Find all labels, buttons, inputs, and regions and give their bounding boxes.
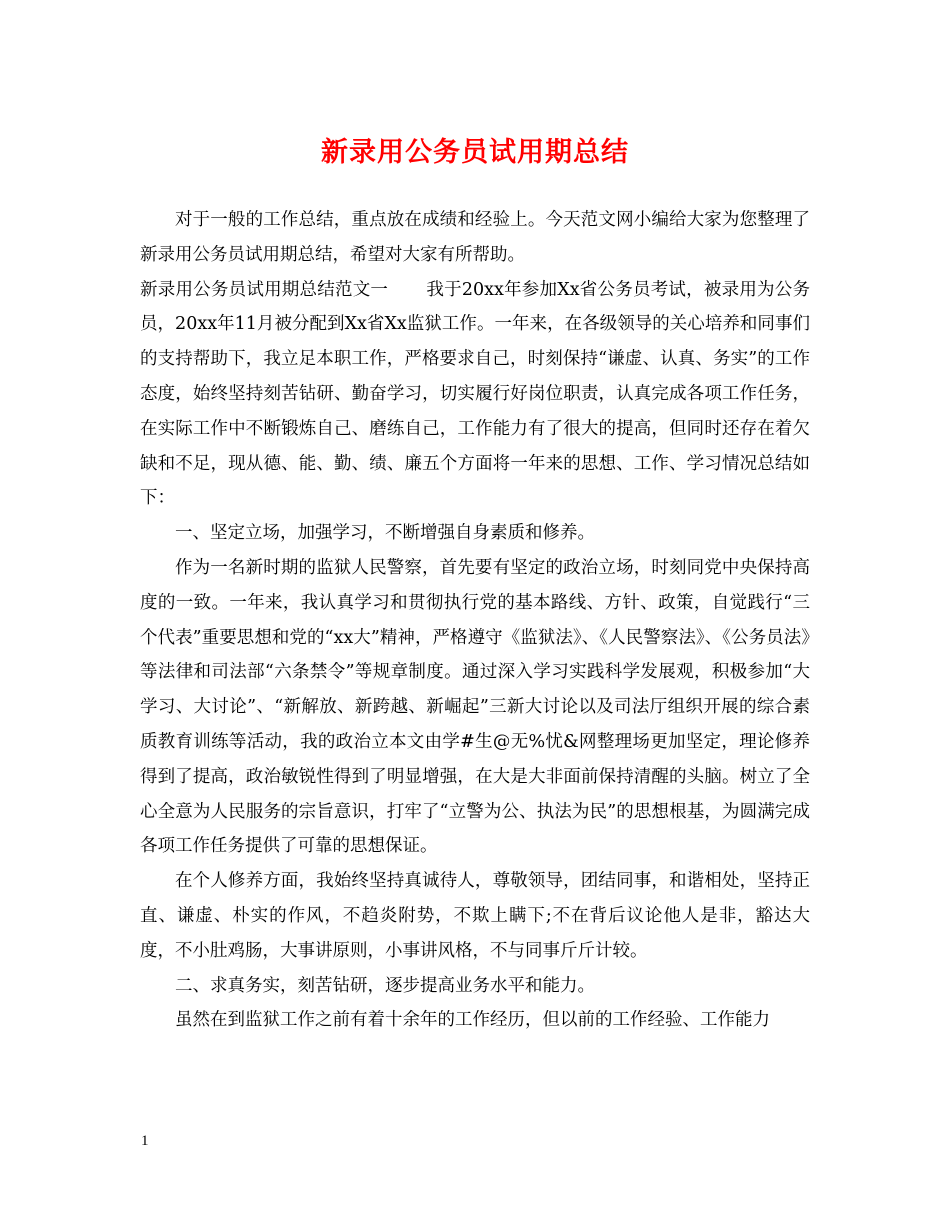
section-two-heading: 二、求真务实，刻苦钻研，逐步提高业务水平和能力。 — [175, 975, 595, 996]
section-one-paragraph: 作为一名新时期的监狱人民警察，首先要有坚定的政治立场，时刻同党中央保持高度的一致。一年来，我认真学习和贯彻执行党的基本路线、方针、政策，自觉践行“三个代表”重要思想和党的“xx大”精神，严格遵守《监狱法》、《人民警察法》、《公务员法》等法律和司法部“六条禁令”等规章制度。通过深入学习实践科学发展观，积极参加“大学习、大讨论”、“新解放、新跨越、新崛起”三新大讨论以及司法厅组织开展的综合素质教育训练等活动，我的政治立本文由学#生@无%忧&网整理场更加坚定，理论修养得到了提高，政治敏锐性得到了明显增强，在大是大非面前保持清醒的头脑。树立了全心全意为人民服务的宗旨意识，打牢了“立警为公、执法为民”的思想根基，为圆满完成各项工作任务提供了可靠的思想保证。 — [140, 557, 810, 857]
intro-paragraph: 对于一般的工作总结，重点放在成绩和经验上。今天范文网小编给大家为您整理了新录用公务员试用期总结，希望对大家有所帮助。 — [140, 210, 810, 265]
personal-cultivation-paragraph: 在个人修养方面，我始终坚持真诚待人，尊敬领导，团结同事，和谐相处，坚持正直、谦虚、朴实的作风，不趋炎附势，不欺上瞒下;不在背后议论他人是非，豁达大度，不小肚鸡肠，大事讲原则，小事讲风格，不与同事斤斤计较。 — [140, 871, 810, 961]
document-title: 新录用公务员试用期总结 — [321, 137, 629, 168]
sample-one-text: 我于20xx年参加Xx省公务员考试，被录用为公务员，20xx年11月被分配到Xx省Xx监狱工作。一年来，在各级领导的关心培养和同事们的支持帮助下，我立足本职工作，严格要求自己，时刻保持“谦虚、认真、务实”的工作态度，始终坚持刻苦钻研、勤奋学习，切实履行好岗位职责，认真完成各项工作任务，在实际工作中不断锻炼自己、磨练自己，工作能力有了很大的提高，但同时还存在着欠缺和不足，现从德、能、勤、绩、廉五个方面将一年来的思想、工作、学习情况总结如下： — [140, 279, 810, 509]
section-two-paragraph: 虽然在到监狱工作之前有着十余年的工作经历，但以前的工作经验、工作能力 — [175, 1010, 770, 1031]
section-one-heading: 一、坚定立场，加强学习，不断增强自身素质和修养。 — [175, 523, 595, 544]
page-number: 1 — [141, 1133, 149, 1149]
sample-one-paragraph — [140, 273, 810, 517]
sample-one-heading: 新录用公务员试用期总结范文一 — [140, 279, 389, 300]
document-body — [140, 203, 810, 1038]
